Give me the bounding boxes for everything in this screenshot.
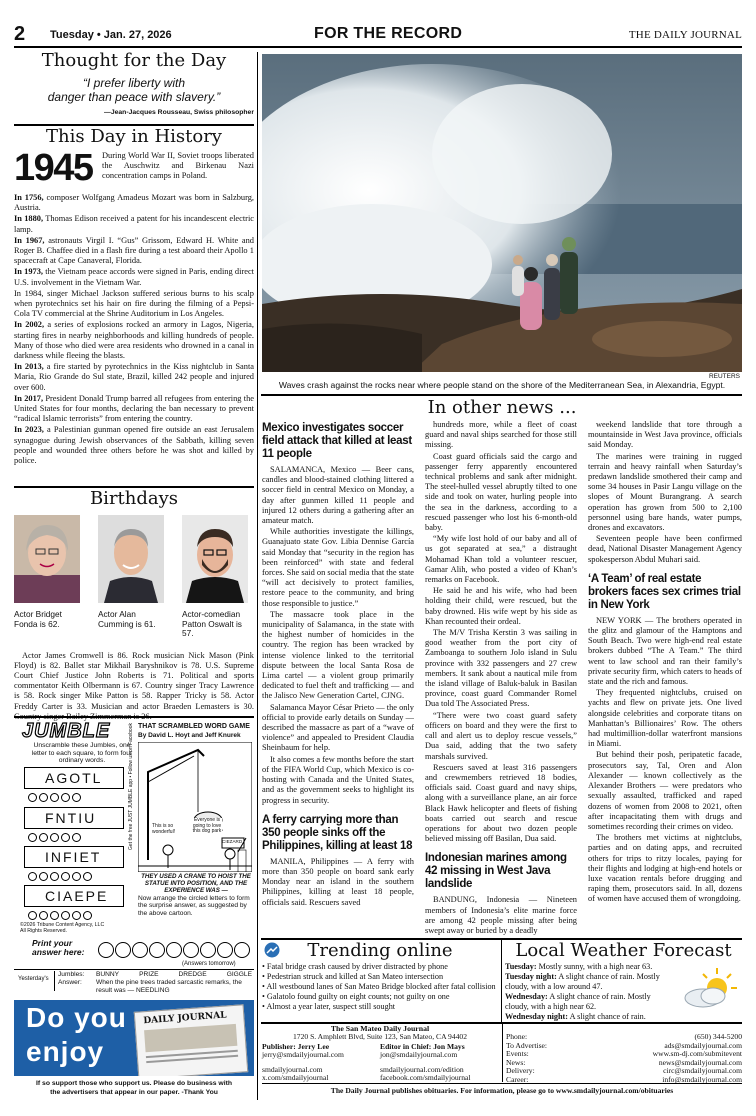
article-paragraph: They frequented nightclubs, cruised on yachts and flew on private jets. One lived alongside celebrities and corporate titans on Manhattan’s Billionaires’ Row. The others had multimillion-dollar waterfront mansions in Miami.	[588, 688, 742, 749]
article-paragraph: But behind their posh, peripatetic facade, prosecutors say, Tal, Oren and Alon Alexander — known collectively as the Alexander Brothers — were predators who sexually assaulted, trafficked and raped dozens of women from 2008 to 2021, often after incapacitating them with drugs and sometimes recording their crimes on video.	[588, 750, 742, 831]
birthday-1	[14, 515, 80, 639]
ad-tagline: If so support those who support us. Please do business with the advertisers that appear in our paper. -Thank You	[14, 1076, 254, 1102]
jumble-word-4[interactable]: CIAEPE	[24, 885, 124, 907]
site-link-1[interactable]: smdailyjournal.com	[262, 1064, 323, 1074]
weather-item: Tuesday: Mostly sunny, with a high near 63.	[505, 962, 653, 971]
letter-circle[interactable]	[28, 911, 37, 920]
yesterday-answer: When the pine trees traded sarcastic remarks, the result was — NEEDLING	[96, 979, 242, 994]
news-column-2	[425, 420, 577, 936]
issue-date: Tuesday • Jan. 27, 2026	[50, 29, 172, 41]
support-advertisers-ad[interactable]	[14, 1000, 254, 1102]
print-answer-label-2: answer here:	[32, 947, 85, 957]
cartoon-caption: THEY USED A CRANE TO HOIST THE STATUE INTO POSITION, AND THE EXPERIENCE WAS —	[141, 873, 251, 894]
trending-item[interactable]: • Pedestrian struck and killed at San Mateo intersection	[262, 971, 444, 981]
history-entry: In 2013, a fire started by pyrotechnics in the Kiss nightclub in Santa Maria, Rio Grande do Sul state, Brazil, killed 242 people and injured over 600.	[14, 362, 254, 392]
history-title: This Day in History	[46, 126, 222, 147]
letter-circle[interactable]	[39, 872, 48, 881]
history-entry: In 2023, a Palestinian gunman opened fire outside an east Jerusalem synagogue during Jewish observances of the Sabbath, killing seven people and wounded three others before he was shot and killed by police.	[14, 425, 254, 466]
article-paragraph: “My wife lost hold of our baby and all of us got separated at sea,” a distraught Mohamad Khan told a volunteer rescuer, Gamar Alih, who posted a video of Khan’s remarks on Facebook.	[425, 534, 577, 585]
birthdays-title: Birthdays	[89, 488, 179, 509]
article-paragraph: MANILA, Philippines — A ferry with more than 350 people on board sank early Monday near an island in the southern Philippines, killing at least 18 people, officials said. Rescuers saved	[262, 856, 414, 907]
letter-circle[interactable]	[72, 911, 81, 920]
thought-attribution: —Jean-Jacques Rousseau, Swiss philosopher	[104, 109, 254, 116]
footer-info	[262, 1024, 742, 1100]
birthday-3	[182, 515, 248, 639]
letter-circle[interactable]	[50, 872, 59, 881]
history-entry: In 2002, a series of explosions rocked an armory in Lagos, Nigeria, starting fires in nearby neighborhoods and killing hundreds of people. Many of those who died were area residents who drowned in a canal in darkness while fleeing the blasts.	[14, 320, 254, 361]
letter-circle[interactable]	[39, 911, 48, 920]
jumble-byline: By David L. Hoyt and Jeff Knurek	[138, 732, 241, 739]
letter-circle[interactable]	[61, 911, 70, 920]
thought-title: Thought for the Day	[41, 50, 227, 71]
jumble-copyright-1: ©2026 Tribune Content Agency, LLC	[20, 922, 105, 928]
article-paragraph: The marines were training in rugged terrain and heavy rainfall when Saturday’s predawn landslide smothered their camp and some 34 houses in Pasir Langu village on the slopes of Mount Burangrang. A search operation has grown from 500 to 2,100 personnel using bare hands, water pumps, drones and excavators.	[588, 451, 742, 533]
headline-a-team-brokers[interactable]: ‘A Team’ of real estate brokers faces sex crimes trial in New York	[588, 572, 741, 611]
answer-boxes[interactable]	[98, 942, 251, 958]
jumble-cartoon	[138, 742, 252, 872]
trending-icon	[264, 942, 280, 958]
birthday-2	[98, 515, 164, 639]
birthday-caption-2: Actor Alan Cumming is 61.	[98, 609, 156, 629]
history-entry: In 1984, singer Michael Jackson suffered serious burns to his scalp when pyrotechnics set his hair on fire during the filming of a Pepsi-Cola TV commercial at the Shrine Auditorium in Los Angeles.	[14, 288, 254, 319]
weather-item: Wednesday: A slight chance of rain. Mostly cloudy, with a high near 62.	[505, 991, 651, 1011]
obituaries-note: The Daily Journal publishes obituaries. For information, please go to www.smdailyjournal.com/obituaries	[330, 1086, 674, 1095]
photo-credit: REUTERS	[708, 373, 740, 380]
weather-item: Tuesday night: A slight chance of rain. Mostly cloudy, with a low around 47.	[505, 971, 660, 991]
birthday-caption-3: Actor-comedian Patton Oswalt is 57.	[182, 609, 242, 638]
editor-email[interactable]: jon@smdailyjournal.com	[380, 1050, 458, 1060]
headline-mexico[interactable]: Mexico investigates soccer field attack that killed at least 11 people	[262, 422, 412, 460]
jumble-word-2[interactable]: FNTIU	[24, 807, 124, 829]
jumble-logo: JUMBLE	[22, 720, 111, 742]
birthdays-text: Actor James Cromwell is 86. Rock musician Nick Mason (Pink Floyd) is 82. Ballet star Mikhail Baryshnikov is 78. U.S. Supreme Court Chief Justice John Roberts is 71. Political and sports commentator Keith Olbermann is 67. Country singer Tracy Lawrence is 58. Rock singer Mike Patton is 58. Rapper Tricky is 58. Actor Freddy Carter is 33. Musician and actor Braeden Lemasters is 30.	[14, 650, 254, 711]
article-paragraph: Seventeen people have been confirmed dead, National Disaster Management Agency spokesperson Abdul Muhari said.	[588, 534, 742, 564]
letter-circle[interactable]	[72, 872, 81, 881]
headline-philippines-ferry[interactable]: A ferry carrying more than 350 people sinks off the Philippines, killing at least 18	[262, 813, 413, 852]
news-column-1	[262, 420, 414, 936]
letter-circle[interactable]	[61, 833, 70, 842]
letter-circle[interactable]	[61, 793, 70, 802]
article-paragraph: While authorities investigate the killings, Guanajuato state Gov. Libia Dennise García said Monday that “security in the region has been reinforced” with state and federal forces. She said on social media that the state “will act decisively to protect families, restore peace to the community, and bring those responsible to justice.”	[262, 527, 414, 608]
trending-item[interactable]: • Fatal bridge crash caused by driver distracted by phone	[262, 962, 448, 971]
article-paragraph: BANDUNG, Indonesia — Nineteen members of Indonesia’s elite marine force are among 42 people missing after being swept away or buried by a deadly	[425, 895, 577, 935]
history-entry: In 2017, President Donald Trump barred all refugees from entering the United States for four months, declaring the ban necessary to prevent “radical Islamic terrorists” from entering the country.	[14, 393, 254, 424]
letter-circle[interactable]	[72, 793, 81, 802]
footer-address: 1720 S. Amphlett Blvd, Suite 123, San Mateo, CA 94402	[292, 1032, 468, 1041]
site-link-4[interactable]: facebook.com/smdailyjournal	[380, 1073, 471, 1083]
letter-circle[interactable]	[28, 833, 37, 842]
contact-row[interactable]: Events: www.sm-dj.com/submitevent	[506, 1049, 742, 1059]
letter-circle[interactable]	[50, 793, 59, 802]
page-number: 2	[14, 23, 26, 45]
contact-row[interactable]: News: news@smdailyjournal.com	[506, 1057, 742, 1067]
local-weather-forecast	[505, 940, 742, 1021]
yesterday-jumbles-label: Jumbles:	[58, 971, 85, 978]
history-entry: In 1880, Thomas Edison received a patent for his incandescent electric lamp.	[14, 214, 254, 234]
article-paragraph: weekend landslide that tore through a mountainside in West Java province, officials said Monday.	[588, 420, 742, 450]
ad-newspaper-mast: DAILY JOURNAL	[143, 1010, 227, 1027]
jumble-word-3[interactable]: INFIET	[24, 846, 124, 868]
article-paragraph: hundreds more, while a fleet of coast guard and naval ships searched for those still missing.	[425, 420, 577, 450]
jumble-copyright-2: All Rights Reserved.	[20, 928, 67, 934]
other-news-title: In other news ...	[427, 397, 577, 418]
section-name: FOR THE RECORD	[314, 25, 463, 42]
ad-headline-2: enjoy	[26, 1036, 105, 1067]
ad-newspaper-image	[134, 1004, 248, 1080]
paper-name: THE DAILY JOURNAL	[628, 29, 742, 41]
thought-for-the-day	[14, 50, 254, 116]
site-link-2[interactable]: x.com/smdailyjournal	[262, 1073, 329, 1083]
history-year: 1945	[14, 147, 93, 189]
letter-circle[interactable]	[83, 911, 92, 920]
cartoon-sign-2: CIEZARD	[222, 839, 243, 844]
contact-row[interactable]: Delivery: circ@smdailyjournal.com	[506, 1066, 742, 1076]
letter-circle[interactable]	[39, 793, 48, 802]
weather-item: Wednesday night: A slight chance of rain.	[505, 1011, 646, 1021]
history-lead: During World War II, Soviet troops liberated the Auschwitz and Birkenau Nazi concentration camps in Poland.	[102, 151, 254, 181]
site-link-3[interactable]: smdailyjournal.com/edition	[380, 1064, 464, 1074]
masthead-bar	[14, 23, 742, 46]
article-paragraph: “There were two coast guard safety officers on board and they were the first to call and alert us to deploy rescue vessels,” Dua said, adding that the two safety marshals survived.	[425, 710, 577, 761]
yesterday-label: Yesterday's	[18, 976, 49, 982]
letter-circle[interactable]	[50, 833, 59, 842]
letter-circle[interactable]	[50, 911, 59, 920]
sun-cloud-icon	[681, 966, 739, 1010]
letter-circle[interactable]	[28, 793, 37, 802]
history-entry: In 1967, astronauts Virgil I. “Gus” Grissom, Edward H. White and Roger B. Chaffee died in a flash fire during a test aboard their Apollo 1 spacecraft at Cape Canaveral, Florida.	[14, 235, 254, 266]
birthday-caption-1: Actor Bridget Fonda is 62.	[14, 609, 62, 629]
waves-photo	[262, 54, 742, 372]
thought-quote-line2: danger than peace with slavery.”	[47, 90, 221, 104]
trending-item[interactable]: • All westbound lanes of San Mateo Bridge blocked after fatal collision	[262, 981, 496, 991]
cartoon-sign-1: This is so wonderful!	[152, 824, 182, 835]
trending-item[interactable]: • Almost a year later, suspect still sought	[262, 1001, 396, 1011]
this-day-in-history	[14, 126, 254, 467]
article-paragraph: The massacre took place in the municipality of Salamanca, in the state with the highest number of homicides in the country. The region has been wracked by intense violence linked to the territorial dispute between the local Santa Rosa de Lima cartel — a violent group primarily dedicated to fuel theft and trafficking — and the Jalisco New Generation Cartel, CJNG.	[262, 609, 414, 701]
history-entry: In 1973, the Vietnam peace accords were signed in Paris, ending direct U.S. involvement in the Vietnam War.	[14, 267, 255, 287]
article-paragraph: SALAMANCA, Mexico — Beer cans, candles and blood-stained clothing littered a soccer field in central Mexico on Monday, a day after gunmen killed 11 people and injured 12 others during a gathering after an amateur match.	[262, 465, 414, 526]
circle-note: Now arrange the circled letters to form the surprise answer, as suggested by the above cartoon.	[138, 895, 250, 917]
headline-indonesia-landslide[interactable]: Indonesian marines among 42 missing in West Java landslide	[425, 852, 567, 891]
yesterday-words: BUNNY PRIZE DREDGE GIGGLE	[96, 971, 252, 978]
trending-online	[262, 940, 498, 1012]
print-answer-label-1: Print your	[32, 938, 73, 948]
cartoon-bubble: Everyone is going to love this dog park	[192, 817, 222, 835]
jumble-word-1[interactable]: AGOTL	[24, 767, 124, 789]
trending-item[interactable]: • Galatolo found guilty on eight counts; not guilty on one	[262, 991, 450, 1001]
footer-paper-name: The San Mateo Daily Journal	[330, 1024, 430, 1033]
jumble-instructions: Unscramble these Jumbles, one letter to each square, to form four ordinary words.	[31, 742, 133, 765]
trending-title: Trending online	[307, 940, 453, 961]
article-paragraph: Salamanca Mayor César Prieto — the only official to provide early details on Sunday — described the massacre as part of a “wave of violence” and appealed to President Claudia Sheinbaum for help.	[262, 702, 414, 753]
contact-row[interactable]: Phone: (650) 344-5200	[506, 1032, 742, 1041]
portrait-photo-3	[182, 515, 248, 603]
letter-circle[interactable]	[28, 872, 37, 881]
news-column-3	[588, 420, 742, 936]
publisher-email[interactable]: jerry@smdailyjournal.com	[262, 1050, 344, 1060]
article-paragraph: The M/V Trisha Kerstin 3 was sailing in good weather from the port city of Zamboanga to southern Jolo island in Sulu province with 332 passengers and 27 crew members. It sank about a nautical mile from the island village of Baluk-baluk in Basilan province, coast guard Commander Romel Dua told The Associated Press.	[425, 628, 577, 709]
yesterday-answer-label: Answer:	[58, 979, 82, 986]
footer-contacts	[506, 1033, 742, 1085]
ad-headline-1: Do you	[26, 1002, 127, 1033]
article-paragraph: Coast guard officials said the cargo and passenger ferry apparently encountered technical problems and sank after midnight. The steel-hulled vessel abruptly tilted to one side and took on water, hurling people into the sea in the darkness, according to a rescued passenger who lost his 6-month-old baby.	[425, 451, 577, 533]
thought-quote-line1: “I prefer liberty with	[82, 76, 186, 90]
editor: Editor in Chief: Jon Mays	[380, 1041, 465, 1051]
letter-circle[interactable]	[39, 833, 48, 842]
letter-circle[interactable]	[83, 872, 92, 881]
article-paragraph: The brothers met victims at nightclubs, parties and on dating apps, and recruited others for trips to ritzy locales, paying for their flights and lodging at high-end hotels or luxe vacation rentals before drugging and raping them, prosecutors said. In all, dozens of women have accused them of wrongdoing.	[588, 833, 742, 904]
weather-title: Local Weather Forecast	[515, 940, 732, 961]
jumble-title: THAT SCRAMBLED WORD GAME	[138, 723, 250, 730]
history-entries	[14, 193, 254, 466]
birthdays	[14, 488, 254, 723]
portrait-photo-2	[98, 515, 164, 603]
jumble-puzzle	[14, 720, 254, 992]
article-paragraph: NEW YORK — The brothers operated in the glitz and glamour of the Hamptons and South Beach. Two were high-end real estate brokers dubbed “The A Team.” The third went to law school and ran their family’s private security firm, which caters to heads of state and the rich and famous.	[588, 615, 742, 687]
article-paragraph: Rescuers saved at least 316 passengers and crewmembers retrieved 18 bodies, officials said. Coast guard and navy ships, along with a surveillance plane, an air force Black Hawk helicopter and fleets of fishing boats carried out search and rescue operations for about two dozen people believed missing off Basilan, Dua said.	[425, 762, 577, 844]
contact-row[interactable]: To Advertise: ads@smdailyjournal.com	[506, 1040, 742, 1050]
history-entry: In 1756, composer Wolfgang Amadeus Mozart was born in Salzburg, Austria.	[14, 193, 254, 213]
publisher: Publisher: Jerry Lee	[262, 1041, 330, 1051]
jumble-side-text: Get the free JUST JUMBLE app • Follow us on Facebook	[128, 723, 134, 850]
contact-row[interactable]: Career: info@smdailyjournal.com	[506, 1074, 742, 1084]
photo-caption: Waves crash against the rocks near where people stand on the shore of the Mediterranean Sea, in Alexandria, Egypt.	[278, 380, 726, 390]
portrait-photo-1	[14, 515, 80, 603]
letter-circle[interactable]	[61, 872, 70, 881]
article-paragraph: He said he and his wife, who had been holding their child, were rescued, but the baby drowned. His wife wept by his side as Khan recounted their ordeal.	[425, 586, 577, 626]
letter-circle[interactable]	[72, 833, 81, 842]
answers-tomorrow: (Answers tomorrow)	[182, 961, 236, 967]
article-paragraph: It also comes a few months before the start of the FIFA World Cup, which Mexico is co-hosting with Canada and the United States, and as the government seeks to highlight its progress in security.	[262, 754, 414, 805]
